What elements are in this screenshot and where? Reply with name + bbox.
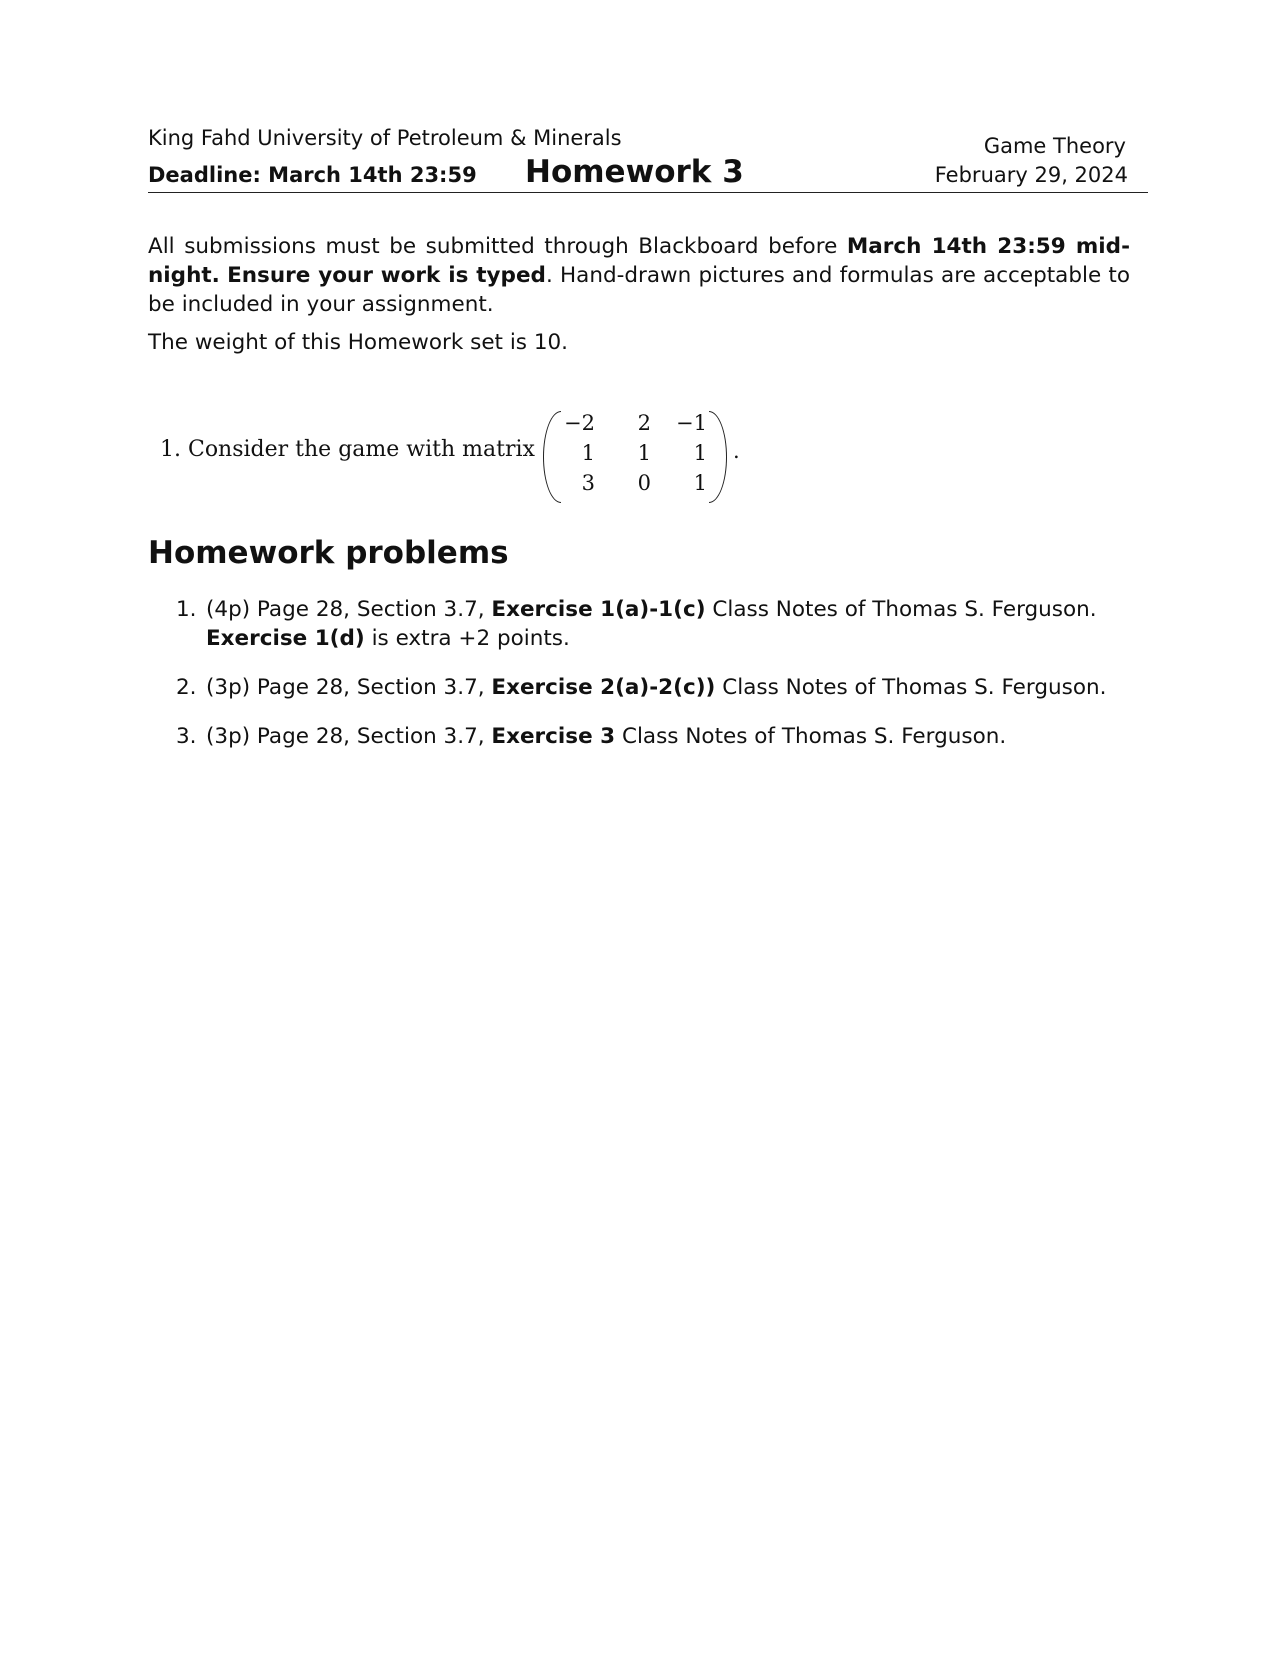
intro-deadline-bold: March 14th 23:59 mid-night. [148, 234, 1130, 288]
homework-title: Homework 3 [525, 154, 744, 190]
matrix-cell: −1 [676, 411, 707, 435]
game-matrix [543, 409, 743, 509]
problem-text: (4p) Page 28, Section 3.7, [206, 597, 492, 622]
submission-instructions [148, 232, 1130, 319]
matrix-right-paren [709, 411, 727, 503]
document-header [148, 120, 1146, 192]
course-name: Game Theory [983, 134, 1126, 158]
problem-number: 3. [176, 724, 197, 749]
problem-exercise: Exercise 2(a)-2(c)) [491, 675, 716, 700]
matrix-cell: 2 [637, 411, 651, 435]
intro-text-2 [220, 263, 227, 288]
matrix-cell: 1 [693, 441, 707, 465]
problem-extra-exercise: Exercise 1(d) [206, 626, 365, 651]
header-rule [148, 192, 1148, 193]
matrix-cell: −2 [564, 411, 595, 435]
intro-text-3: . Hand-drawn pictures and formulas are acceptable to be included in your assignment. [148, 263, 1130, 317]
problem-text: (3p) Page 28, Section 3.7, [206, 724, 492, 749]
problem-extra-text: is extra +2 points. [364, 626, 570, 651]
problem-list [148, 595, 1146, 751]
weight-note: The weight of this Homework set is 10. [148, 330, 569, 355]
matrix-period: . [733, 439, 740, 463]
question-text: 1. Consider the game with matrix [160, 437, 535, 462]
deadline-label: Deadline: March 14th 23:59 [148, 163, 477, 187]
section-title: Homework problems [148, 535, 509, 571]
matrix-cell: 3 [581, 471, 595, 495]
problem-item [148, 595, 1146, 653]
matrix-cell: 0 [637, 471, 651, 495]
problem-source: Class Notes of Thomas S. Ferguson. [705, 597, 1097, 622]
problem-item [148, 673, 1146, 702]
problem-source: Class Notes of Thomas S. Ferguson. [615, 724, 1007, 749]
intro-typed-bold: Ensure your work is typed [227, 263, 546, 288]
problem-exercise: Exercise 1(a)-1(c) [491, 597, 706, 622]
matrix-cell: 1 [581, 441, 595, 465]
problem-source: Class Notes of Thomas S. Ferguson. [715, 675, 1107, 700]
matrix-cell: 1 [693, 471, 707, 495]
problem-number: 2. [176, 675, 197, 700]
problem-item [148, 722, 1146, 751]
document-date: February 29, 2024 [934, 163, 1128, 187]
matrix-cell: 1 [637, 441, 651, 465]
university-name: King Fahd University of Petroleum & Minerals [148, 126, 622, 150]
problem-number: 1. [176, 597, 197, 622]
problem-text: (3p) Page 28, Section 3.7, [206, 675, 492, 700]
question-block [148, 409, 1146, 509]
intro-text-1: All submissions must be submitted through Blackboard before [148, 234, 847, 259]
problem-exercise: Exercise 3 [491, 724, 616, 749]
document-page [148, 120, 1146, 771]
